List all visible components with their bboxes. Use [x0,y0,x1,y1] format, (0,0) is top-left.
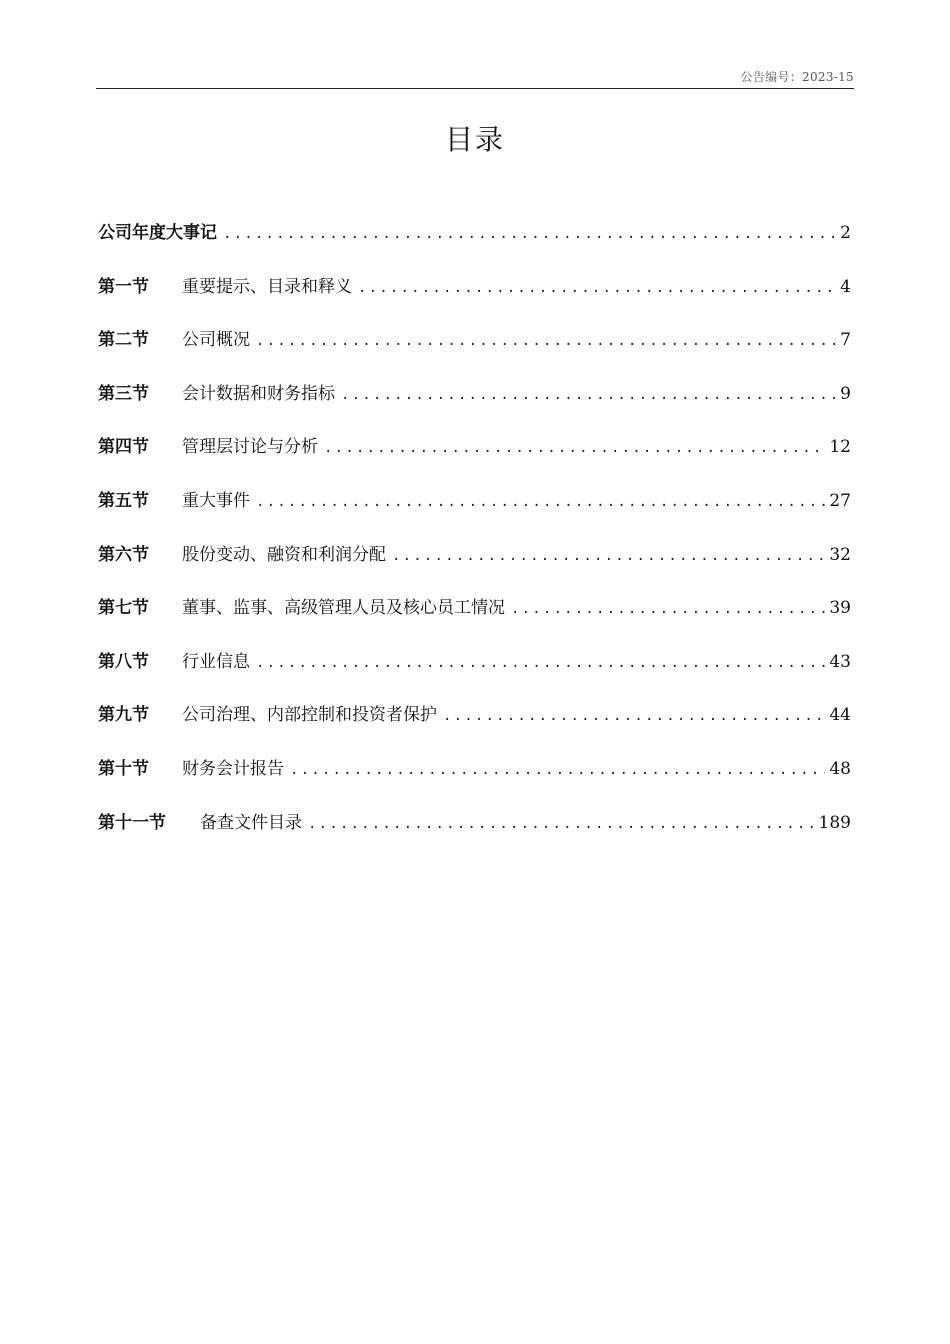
toc-entry-section: 第九节 [98,705,149,726]
toc-entry-section-8[interactable] [98,647,851,701]
toc-entry-title: 会计数据和财务指标 [182,383,335,404]
toc-entry-section-6[interactable] [98,540,851,594]
toc-entry-section: 第二节 [98,330,149,351]
toc-entry-section: 第三节 [98,383,149,404]
toc-entry-page: 189 [818,812,851,833]
toc-entry-title: 公司年度大事记 [98,223,217,243]
toc-entry-page: 32 [829,544,851,565]
toc-entry-page: 48 [829,758,851,779]
toc-entry-page: 2 [840,223,851,243]
toc-entry-page: 7 [840,330,851,351]
toc-entry-title: 行业信息 [182,651,250,672]
toc-leader-dots [358,280,836,296]
toc-entry-section-1[interactable] [98,272,851,326]
toc-entry-annual-events[interactable] [98,218,851,272]
toc-leader-dots [256,655,825,671]
toc-entry-title: 股份变动、融资和利润分配 [182,544,386,565]
toc-entry-section: 第四节 [98,437,149,458]
toc-entry-title: 重要提示、目录和释义 [182,276,352,297]
toc-entry-section-5[interactable] [98,486,851,540]
toc-entry-page: 39 [829,598,851,619]
toc-entry-section-7[interactable] [98,593,851,647]
toc-entry-title: 董事、监事、高级管理人员及核心员工情况 [182,598,505,619]
toc-leader-dots [256,494,825,510]
toc-entry-title: 备查文件目录 [200,812,302,833]
toc-entry-page: 44 [829,705,851,726]
toc-entry-section-9[interactable] [98,700,851,754]
toc-leader-dots [290,762,825,778]
toc-entry-title: 重大事件 [182,490,250,511]
toc-entry-section: 第八节 [98,651,149,672]
toc-leader-dots [308,816,815,832]
toc-entry-page: 27 [829,490,851,511]
notice-number: 公告编号：2023-15 [740,70,854,84]
toc-leader-dots [256,333,836,349]
toc-leader-dots [511,601,825,617]
toc-entry-page: 9 [840,383,851,404]
toc-entry-section: 第五节 [98,490,149,511]
toc-entry-section: 第十一节 [98,812,166,833]
toc-entry-page: 4 [840,276,851,297]
toc-entry-title: 公司治理、内部控制和投资者保护 [182,705,437,726]
toc-entry-section-2[interactable] [98,325,851,379]
toc-leader-dots [223,226,836,242]
toc-entry-title: 公司概况 [182,330,250,351]
toc-entry-section-4[interactable] [98,432,851,486]
toc-entry-section-3[interactable] [98,379,851,433]
toc-entry-section: 第十节 [98,758,149,779]
toc-leader-dots [324,440,825,456]
page-title: 目录 [444,123,505,156]
toc-leader-dots [392,548,825,564]
toc-entry-title: 财务会计报告 [182,758,284,779]
toc-leader-dots [341,387,836,403]
table-of-contents [98,218,851,861]
toc-entry-page: 12 [829,437,851,458]
toc-entry-section: 第一节 [98,276,149,297]
toc-entry-title: 管理层讨论与分析 [182,437,318,458]
toc-entry-section-11[interactable] [98,808,851,862]
toc-leader-dots [443,708,825,724]
toc-entry-section: 第六节 [98,544,149,565]
page-header [96,66,854,89]
toc-entry-section: 第七节 [98,598,149,619]
toc-entry-section-10[interactable] [98,754,851,808]
toc-entry-page: 43 [829,651,851,672]
